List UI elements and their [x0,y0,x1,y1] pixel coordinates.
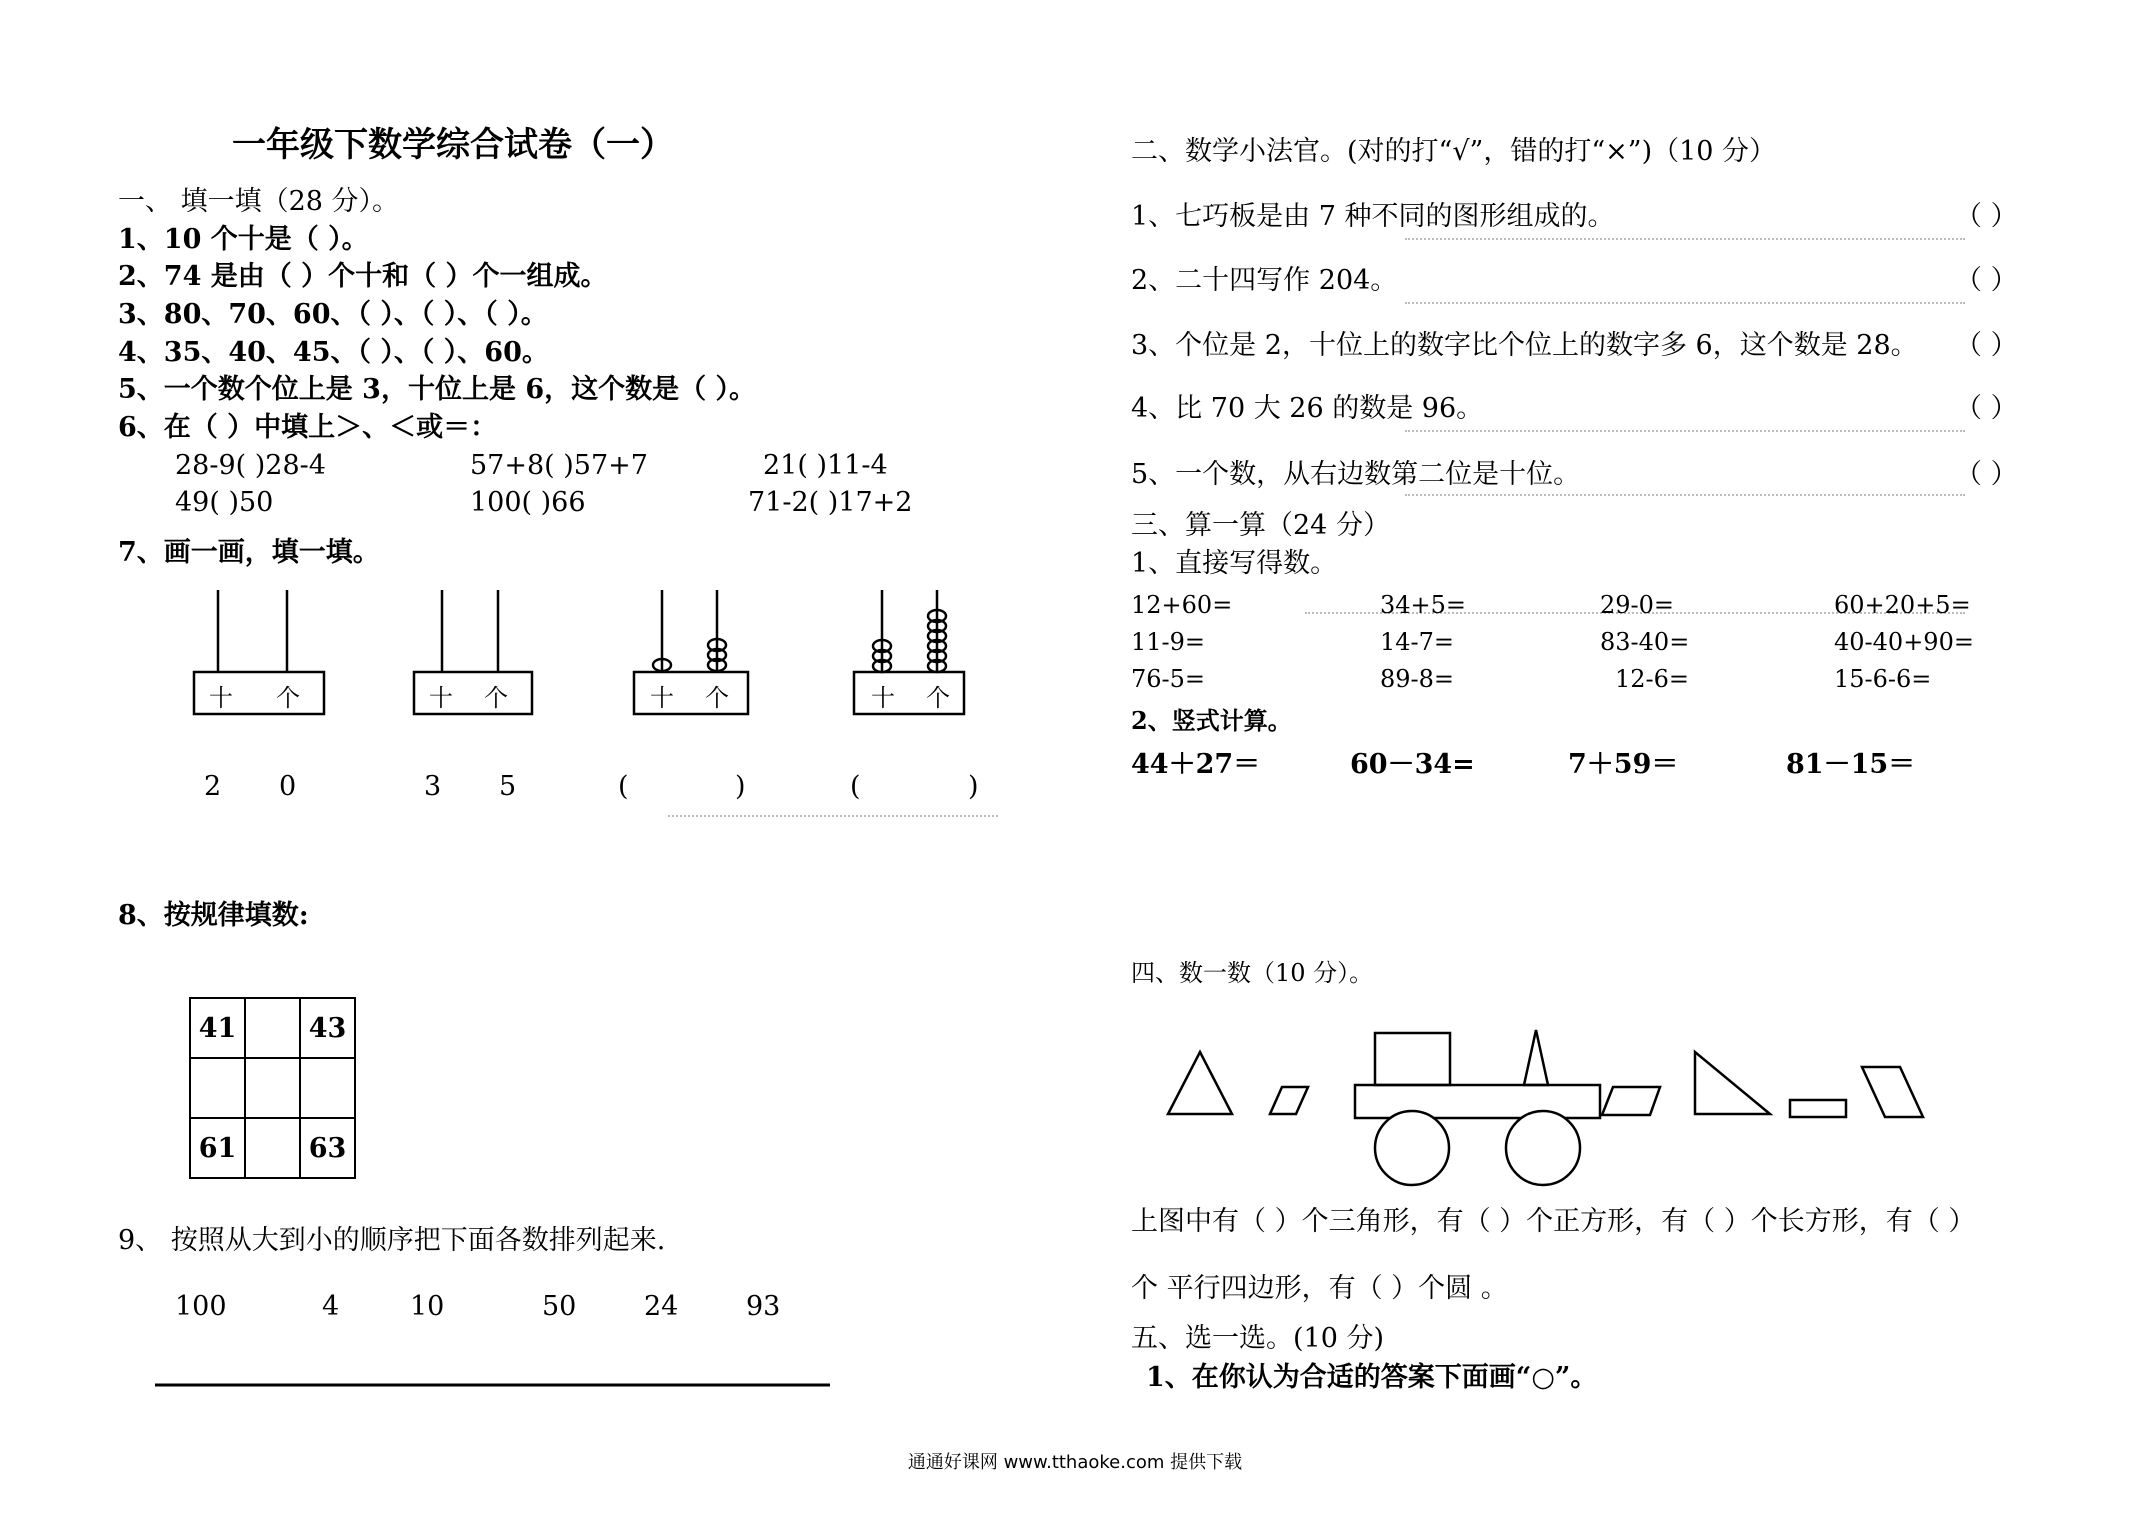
abacus-answer: ) [968,771,979,802]
calc-item: 15-6-6= [1834,665,1932,693]
calc-item: 12-6= [1615,665,1690,693]
abacus-3 [634,590,748,714]
abacus-tens-label: 十 [429,684,453,712]
calc-item: 89-8= [1380,665,1455,693]
compare-item: 21( )11-4 [763,450,888,481]
question-6: 6、在（ ）中填上＞、＜或＝： [118,412,498,443]
abacus-answer: 3 [424,771,442,802]
judge-answer-paren[interactable]: （ ） [1955,265,2018,296]
abacus-ones-label: 个 [276,684,300,712]
section3-heading: 三、算一算（24 分） [1131,510,1390,541]
abacus-answer: ) [735,771,746,802]
compare-item: 49( )50 [175,487,274,518]
abacus-tens-label: 十 [871,684,895,712]
compare-item: 57+8( )57+7 [470,450,648,481]
judge-answer-paren[interactable]: （ ） [1955,393,2018,424]
calc-item: 14-7= [1380,628,1455,656]
abacus-answer: 2 [204,771,222,802]
section3-sub1: 1、直接写得数。 [1131,548,1338,579]
abacus-2 [414,590,532,714]
vertical-calc: 44＋27＝ [1131,749,1261,780]
number-item: 10 [410,1291,445,1322]
vertical-calc: 60－34= [1350,749,1475,780]
abacus-4 [854,590,964,714]
compare-item: 28-9( )28-4 [175,450,326,481]
judge-answer-paren[interactable]: （ ） [1955,330,2018,361]
number-item: 93 [746,1291,781,1322]
calc-item: 40-40+90= [1834,628,1974,656]
calc-item: 34+5= [1380,591,1467,619]
question-2: 2、74 是由（ ）个十和（ ）个一组成。 [118,261,608,292]
page-title: 一年级下数学综合试卷（一） [232,125,674,165]
abacus-ones-label: 个 [705,684,729,712]
calc-item: 29-0= [1600,591,1675,619]
abacus-tens-label: 十 [650,684,674,712]
abacus-answer: ( [850,771,861,802]
grid-cell[interactable]: 61 [190,1118,245,1178]
compare-item: 71-2( )17+2 [748,487,913,518]
section4-heading: 四、数一数（10 分）。 [1131,959,1374,987]
question-3: 3、80、70、60、（ ）、（ ）、（ ）。 [118,299,548,330]
judge-item: 5、一个数，从右边数第二位是十位。 [1131,459,1581,490]
abacus-ones-label: 个 [484,684,508,712]
judge-item: 4、比 70 大 26 的数是 96。 [1131,393,1484,424]
vertical-calc: 81－15＝ [1786,749,1916,780]
judge-item: 3、个位是 2，十位上的数字比个位上的数字多 6，这个数是 28。 [1131,330,1918,361]
abacus-ones-label: 个 [926,684,950,712]
grid-cell[interactable]: 41 [190,998,245,1058]
grid-cell[interactable]: 43 [300,998,355,1058]
section5-question-1: 1、在你认为合适的答案下面画“○”。 [1146,1362,1598,1393]
abacus-1 [194,590,324,714]
compare-item: 100( )66 [470,487,586,518]
section1-heading: 一、 填一填（28 分）。 [118,186,400,217]
question-9: 9、 按照从大到小的顺序把下面各数排列起来. [118,1225,666,1256]
judge-item: 1、七巧板是由 7 种不同的图形组成的。 [1131,201,1615,232]
number-item: 100 [175,1291,227,1322]
vertical-calc: 7＋59＝ [1568,749,1679,780]
judge-answer-paren[interactable]: （ ） [1955,459,2018,490]
calc-item: 11-9= [1131,628,1206,656]
judge-item: 2、二十四写作 204。 [1131,265,1398,296]
question-1: 1、10 个十是（ ）。 [118,224,369,255]
number-item: 24 [644,1291,679,1322]
calc-item: 83-40= [1600,628,1690,656]
question-5: 5、一个数个位上是 3，十位上是 6，这个数是（ ）。 [118,374,757,405]
abacus-answer: 5 [499,771,517,802]
section2-heading: 二、数学小法官。(对的打“√”，错的打“×”)（10 分） [1131,136,1777,167]
calc-item: 60+20+5= [1834,591,1971,619]
abacus-answer: ( [618,771,629,802]
calc-item: 76-5= [1131,665,1206,693]
number-item: 4 [322,1291,340,1322]
footer-credit: 通通好课网 www.tthaoke.com 提供下载 [907,1452,1243,1473]
question-8: 8、按规律填数: [118,900,309,931]
shape-count-line2: 个 平行四边形，有（ ）个圆 。 [1131,1273,1508,1304]
question-7: 7、画一画，填一填。 [118,537,380,568]
section3-sub2: 2、竖式计算。 [1131,706,1292,735]
number-item: 50 [542,1291,577,1322]
section5-heading: 五、选一选。(10 分) [1131,1323,1385,1354]
grid-cell[interactable]: 63 [300,1118,355,1178]
judge-answer-paren[interactable]: （ ） [1955,201,2018,232]
shapes-figure [1168,1030,1923,1185]
shape-count-line1: 上图中有（ ）个三角形，有（ ）个正方形，有（ ）个长方形，有（ ） [1131,1206,1976,1237]
abacus-tens-label: 十 [209,684,233,712]
question-4: 4、35、40、45、（ ）、（ ）、60。 [118,337,549,368]
abacus-answer: 0 [279,771,297,802]
calc-item: 12+60= [1131,591,1233,619]
